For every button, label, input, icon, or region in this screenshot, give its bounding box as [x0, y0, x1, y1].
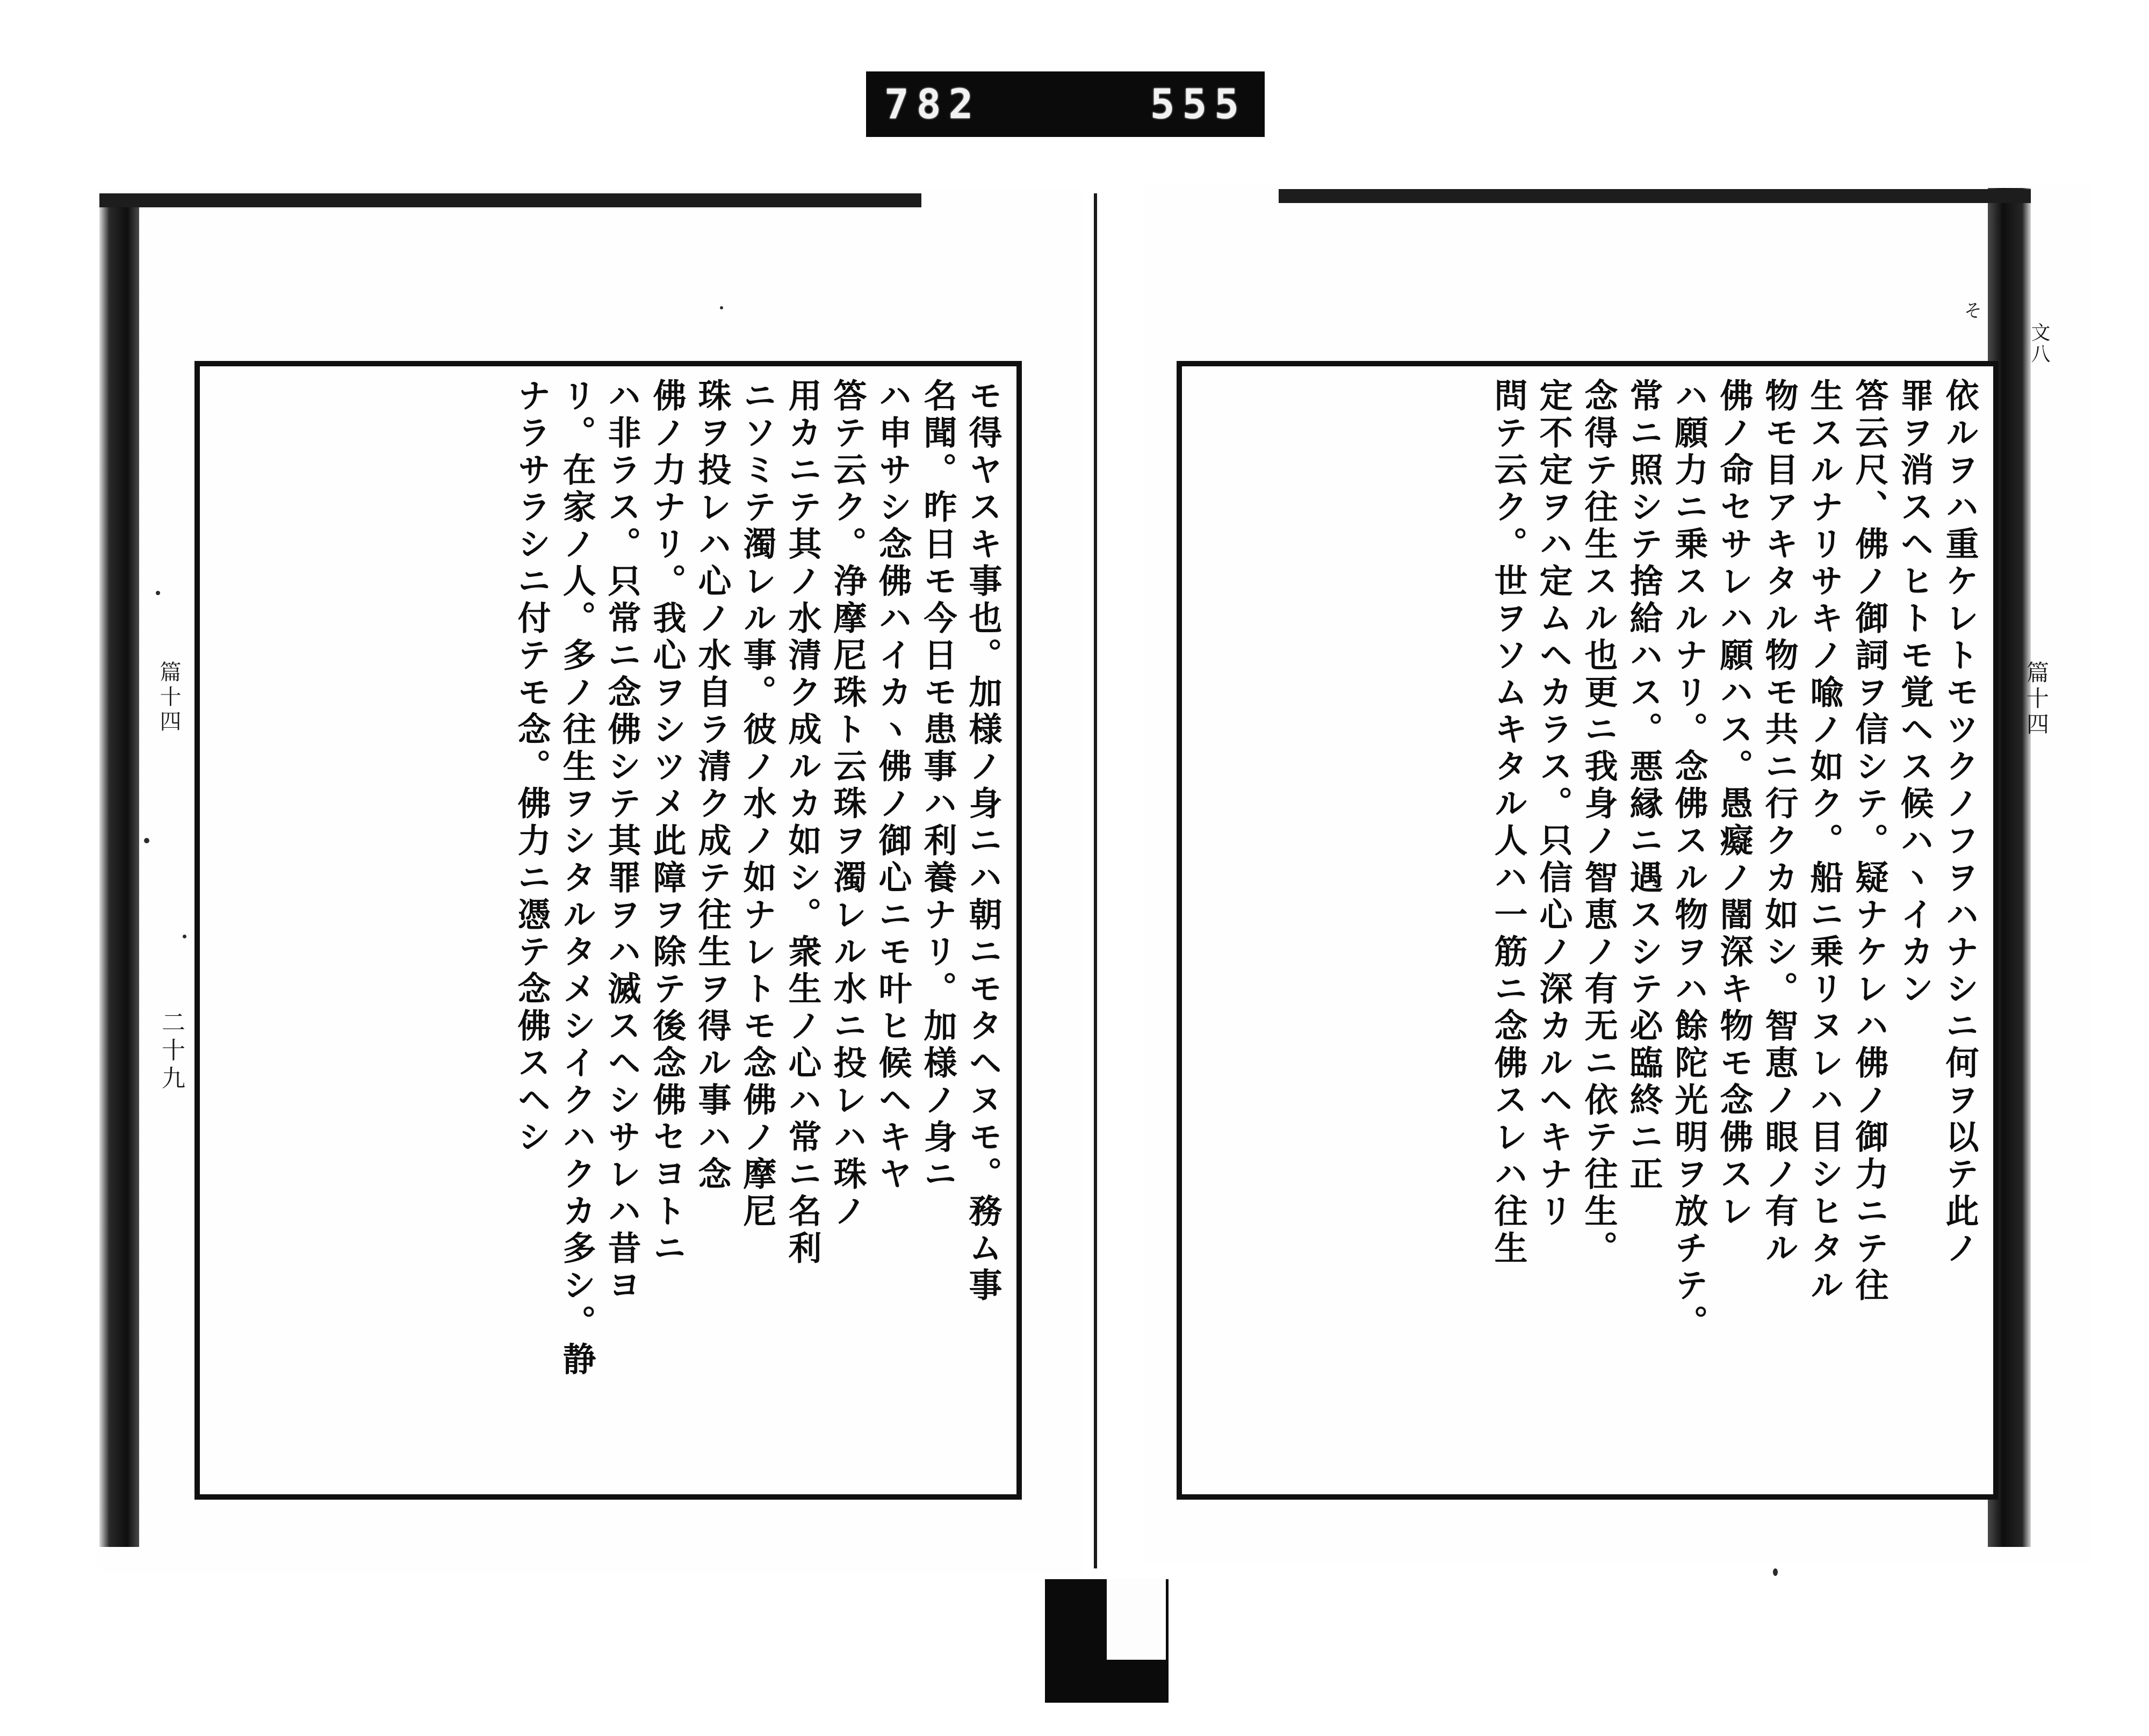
text-column: 答テ云ク。浄摩尼珠ト云珠ヲ濁レル水ニ投レハ珠ノ	[828, 378, 867, 1231]
text-column: モ得ヤスキ事也。加様ノ身ニハ朝ニモタヘヌモ。務ム事	[963, 378, 1003, 1305]
text-column: 常ニ照シテ捨給ハス。悪縁ニ遇スシテ必臨終ニ正	[1624, 378, 1663, 1194]
text-column: ニソミテ濁レル事。彼ノ水ノ如ナレトモ念佛ノ摩尼	[738, 378, 777, 1231]
right-corner-annotation: そ	[1960, 301, 1982, 319]
text-column: 問テ云ク。世ヲソムキタル人ハ一筋ニ念佛スレハ往生	[1489, 378, 1528, 1268]
left-margin-page-number: 二十九	[157, 1010, 185, 1094]
text-column: 答云尺、佛ノ御詞ヲ信シテ。疑ナケレハ佛ノ御力ニテ往	[1850, 378, 1889, 1305]
left-page-text-block	[194, 361, 1022, 1500]
scan-speck	[1773, 1568, 1778, 1576]
right-margin-mark: 文八	[2028, 322, 2050, 365]
right-page-top-shadow	[1279, 189, 2031, 203]
right-margin-chapter-note: 篇十四	[2023, 661, 2050, 738]
text-column: 用カニテ其ノ水清ク成ルカ如シ。衆生ノ心ハ常ニ名利	[783, 378, 822, 1268]
right-page-columns	[1196, 378, 1979, 1480]
scan-speck	[183, 935, 186, 938]
text-column: リ。在家ノ人。多ノ往生ヲシタルタメシイクハクカ多シ。静	[557, 378, 596, 1379]
text-column: 念得テ往生スル也更ニ我身ノ智恵ノ有无ニ依テ往生。	[1579, 378, 1618, 1268]
text-column: 定不定ヲハ定ムヘカラス。只信心ノ深カルヘキナリ	[1534, 378, 1573, 1231]
left-page-edge-shadow	[99, 193, 139, 1547]
scan-speck	[156, 591, 160, 595]
left-margin-chapter-note: 篇十四	[156, 661, 181, 735]
left-page-top-shadow	[99, 193, 921, 207]
text-column: 生スルナリサキノ喩ノ如ク。船ニ乗リヌレハ目シヒタル	[1805, 378, 1844, 1305]
text-column: ハ非ラス。只常ニ念佛シテ其罪ヲハ滅スヘシサレハ昔ヨ	[602, 378, 641, 1305]
text-column: 名聞。昨日モ今日モ患事ハ利養ナリ。加様ノ身ニ	[918, 378, 957, 1194]
text-column: 佛ノ力ナリ。我心ヲシツメ此障ヲ除テ後念佛セヨトニ	[647, 378, 687, 1268]
frame-number-right: 555	[1150, 80, 1246, 128]
text-column: 珠ヲ投レハ心ノ水自ラ清ク成テ往生ヲ得ル事ハ念	[693, 378, 732, 1194]
right-page-text-block	[1177, 361, 1999, 1500]
text-column: 依ルヲハ重ケレトモツクノフヲハナシニ何ヲ以テ此ノ	[1940, 378, 1979, 1268]
text-column: 罪ヲ消スヘヒトモ覚ヘス候ハヽイカン	[1895, 378, 1934, 1008]
text-column: ハ申サシ念佛ハイカヽ佛ノ御心ニモ叶ヒ候ヘキヤ	[873, 378, 912, 1194]
text-column: ハ願力ニ乗スルナリ。念佛スル物ヲハ餘陀光明ヲ放チテ。	[1669, 378, 1708, 1342]
text-column: ナラサラシニ付テモ念。佛力ニ憑テ念佛スヘシ	[512, 378, 551, 1156]
text-column: 佛ノ命セサレハ願ハス。愚癡ノ闇深キ物モ念佛スレ	[1714, 378, 1754, 1231]
scan-speck	[144, 838, 149, 843]
text-column: 物モ目アキタル物モ共ニ行クカ如シ。智恵ノ眼ノ有ル	[1759, 378, 1799, 1268]
scan-speck	[720, 306, 723, 309]
left-page-columns	[214, 378, 1003, 1480]
frame-number-left: 782	[884, 80, 981, 128]
